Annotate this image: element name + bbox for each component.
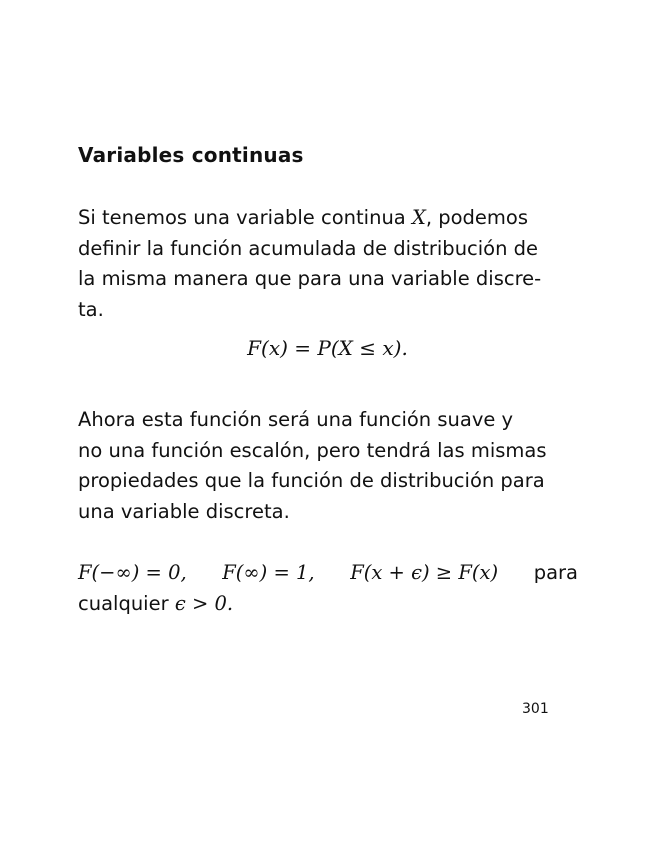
epsilon-condition: ϵ > 0.	[174, 591, 234, 615]
page-number: 301	[522, 701, 549, 717]
paragraph-properties	[78, 405, 578, 527]
limit-minus-infinity: F(−∞) = 0,	[78, 561, 187, 584]
paragraph-intro-line-3: la misma manera que para una variable discre-	[78, 267, 542, 290]
text-run: cualquier	[78, 591, 175, 615]
paragraph-properties-line-1: Ahora esta función será una función suave y	[78, 408, 514, 431]
text-segment	[78, 203, 528, 234]
text-run: para	[533, 561, 578, 584]
display-equation	[0, 336, 655, 360]
paragraph-intro	[78, 203, 578, 325]
text-run: , podemos	[425, 206, 529, 229]
paragraph-properties-line-4: una variable discreta.	[78, 499, 290, 523]
paragraph-properties-line-2: no una función escalón, pero tendrá las mismas	[78, 438, 547, 462]
paragraph-intro-line-1	[78, 203, 578, 234]
paragraph-limits-line-2	[78, 589, 578, 620]
paragraph-intro-line-2: definir la función acumulada de distribución de	[78, 236, 539, 260]
equation-text: F(x) = P(X ≤ x).	[247, 336, 408, 360]
monotonicity-inequality: F(x + ϵ) ≥ F(x)	[350, 561, 499, 584]
math-variable: X	[411, 206, 426, 229]
slide-title: Variables continuas	[78, 143, 304, 167]
limit-plus-infinity: F(∞) = 1,	[222, 561, 315, 584]
paragraph-limits	[78, 558, 578, 619]
paragraph-limits-line-1	[78, 558, 578, 589]
paragraph-properties-line-3: propiedades que la función de distribución para	[78, 469, 545, 492]
text-run: Si tenemos una variable continua	[78, 206, 412, 229]
paragraph-intro-line-4: ta.	[78, 297, 104, 321]
